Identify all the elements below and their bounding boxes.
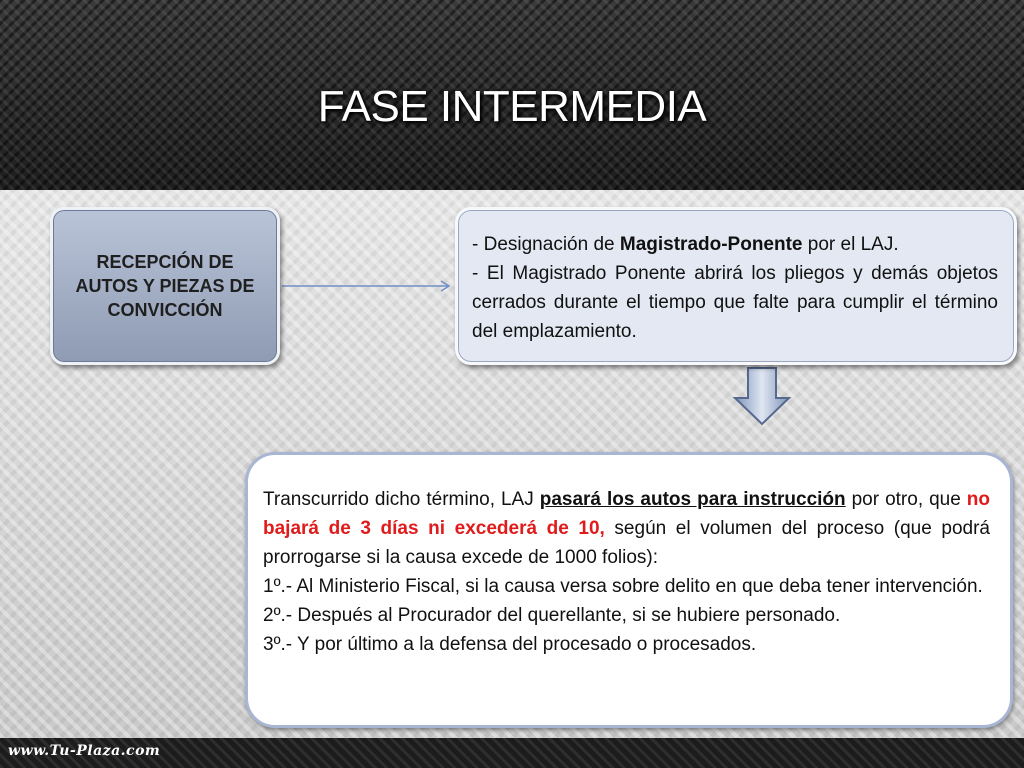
reception-box (50, 207, 280, 365)
transfer-suffix: según el volumen del proceso (que podrá prorrogarse si la causa excede de 1000 folios): (263, 518, 990, 568)
slide-title: FASE INTERMEDIA (317, 82, 707, 131)
transfer-underlined: pasará los autos para instrucción (539, 489, 846, 510)
ponente-line: - El Magistrado Ponente abrirá los pliegos y demás objetos cerrados durante el tiempo que falte para cumplir el término del emplazamiento. (472, 263, 998, 342)
reception-box-label: RECEPCIÓN DE AUTOS Y PIEZAS DE CONVICCIÓN (75, 252, 255, 320)
transfer-paragraph (263, 485, 990, 572)
list-item-defensa: 3º.- Y por último a la defensa del procesado o procesados. (263, 634, 757, 655)
designation-suffix: por el LAJ. (802, 234, 899, 255)
down-arrow-icon (735, 368, 789, 424)
transfer-deadline: no bajará de 3 días ni excederá de 10, (263, 489, 990, 539)
designation-box (455, 207, 1017, 365)
transfer-mid: por otro, que (845, 489, 967, 510)
list-item-procurador: 2º.- Después al Procurador del querellante, si se hubiere personado. (263, 605, 841, 626)
footer-logo: www.Tu-Plaza.com (8, 743, 161, 759)
designation-bold: Magistrado-Ponente (619, 234, 803, 255)
designation-line (472, 230, 998, 259)
designation-prefix: - Designación de (472, 234, 620, 255)
list-item-fiscal: 1º.- Al Ministerio Fiscal, si la causa versa sobre delito en que deba tener intervención. (263, 576, 983, 597)
footer-band (0, 738, 1024, 768)
transfer-prefix: Transcurrido dicho término, LAJ (263, 489, 540, 510)
transfer-box (245, 452, 1013, 728)
